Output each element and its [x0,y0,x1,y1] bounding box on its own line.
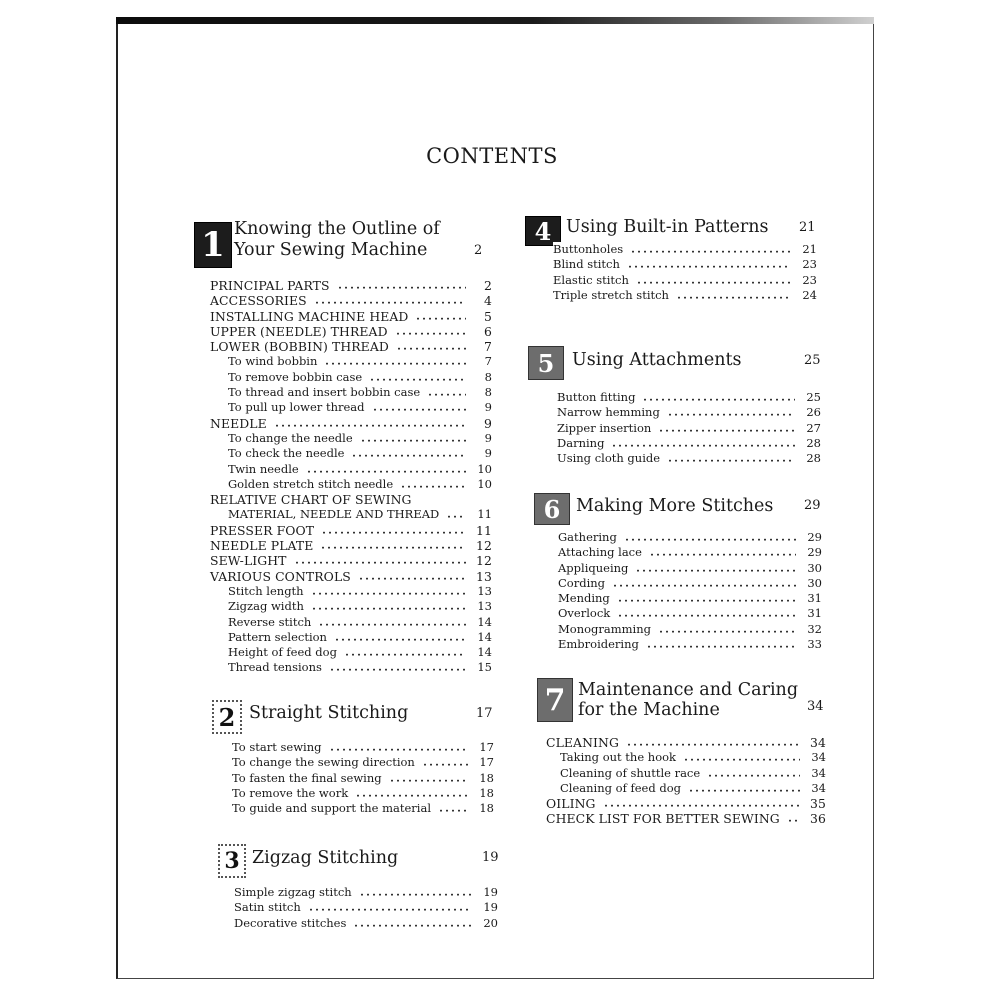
toc-entry-page: 36 [810,811,826,827]
toc-entry-label: CHECK LIST FOR BETTER SEWING [546,811,783,826]
chapter-title-line: Zigzag Stitching [252,848,399,868]
toc-entry-page: 12 [476,538,492,554]
toc-entry-page: 9 [484,415,492,431]
toc-entry [234,885,498,900]
toc-entry-label: To wind bobbin [228,354,320,369]
toc-entry-label: Cleaning of shuttle race [560,766,703,781]
toc-entry-label: RELATIVE CHART OF SEWING [210,492,415,507]
dot-leader [355,786,468,801]
toc-entry-page: 10 [477,476,492,491]
chapter-title-line: Straight Stitching [249,703,409,723]
toc-entry-label: Narrow hemming [557,405,663,420]
toc-entry [210,339,492,354]
toc-entry [546,735,826,750]
dot-leader [395,324,466,339]
toc-entry [210,293,492,308]
toc-entry-page: 21 [802,242,817,256]
toc-entry [558,606,822,621]
dot-leader [351,446,466,461]
dot-leader [646,637,796,652]
dot-leader [624,530,796,545]
toc-entry-label: ACCESSORIES [210,293,310,308]
toc-entry [210,416,492,431]
toc-entry-page: 24 [802,287,817,302]
toc-entry [210,278,492,293]
chapter-title-line: Using Attachments [572,350,742,370]
dot-leader [369,370,466,385]
toc-entry-page: 13 [477,599,492,614]
toc-entry [210,324,492,339]
toc-entry [210,431,492,446]
toc-entry-label: Twin needle [228,462,302,477]
toc-entry [210,462,492,477]
toc-entry-page: 9 [484,446,492,461]
dot-leader [329,660,466,675]
toc-entry-label: NEEDLE PLATE [210,538,316,553]
dot-leader [308,900,472,915]
toc-entry-page: 11 [476,522,492,538]
toc-entry-label: Thread tensions [228,660,325,675]
toc-entry-page: 29 [807,530,822,544]
chapter-page-number: 2 [474,243,483,258]
dot-leader [636,273,791,288]
toc-entry [557,390,821,405]
toc-entry-label: Gathering [558,530,620,545]
chapter-page-number: 17 [476,706,493,721]
dot-leader [372,400,466,415]
chapter-title-line: Knowing the Outline of [234,219,440,239]
chapter-title-line: for the Machine [578,700,720,720]
toc-entry-page: 30 [807,575,822,590]
toc-entry-label: To guide and support the material [232,801,434,816]
toc-entry [210,400,492,415]
chapter-title-line: Your Sewing Machine [234,240,428,260]
toc-entry-label: Attaching lace [558,545,645,560]
toc-entry-page: 30 [807,560,822,575]
toc-entry-page: 14 [477,629,492,644]
chapter-number-badge: 3 [218,844,246,878]
toc-entry-label: OILING [546,796,599,811]
toc-entry [232,801,494,816]
toc-entry-page: 34 [811,780,826,795]
toc-entry-page: 32 [807,621,822,636]
toc-entry-label: Overlock [558,606,613,621]
chapter-number-badge: 7 [537,678,573,722]
toc-entry-page: 27 [806,420,821,435]
toc-entry [210,599,492,614]
chapter-3-entries [234,885,498,931]
chapter-title-line: Maintenance and Caring [578,680,799,700]
dot-leader [415,309,466,324]
toc-entry [546,811,826,826]
toc-entry [210,630,492,645]
dot-leader [311,599,466,614]
toc-entry-label: To check the needle [228,446,347,461]
dot-leader [658,421,795,436]
dot-leader [667,451,795,466]
toc-entry [553,273,817,288]
toc-entry-page: 18 [479,770,494,785]
toc-entry-label: Decorative stitches [234,916,349,931]
toc-entry [558,591,822,606]
toc-entry-page: 34 [811,765,826,780]
chapter-6-entries [558,530,822,652]
dot-leader [658,622,796,637]
toc-entry [210,385,492,400]
chapter-7-entries [546,735,826,827]
dot-leader [360,431,466,446]
toc-entry [553,242,817,257]
toc-entry-page: 19 [483,885,498,899]
toc-entry-page: 34 [811,750,826,765]
toc-entry-label: To pull up lower thread [228,400,368,415]
toc-entry-page: 5 [484,308,492,324]
toc-entry-label: SEW-LIGHT [210,553,290,568]
toc-entry-label: Buttonholes [553,242,626,257]
chapter-5-entries [557,390,821,466]
toc-entry-label: Mending [558,591,613,606]
toc-entry-page: 33 [807,637,822,652]
dot-leader [353,916,472,931]
dot-leader [635,561,796,576]
toc-entry-page: 8 [484,369,492,384]
toc-entry [210,309,492,324]
chapter-number-badge: 5 [528,346,564,380]
toc-entry-page: 29 [807,545,822,560]
dot-leader [311,584,466,599]
chapter-page-number: 29 [804,498,821,513]
dot-leader [294,553,466,568]
toc-entry-label: Cording [558,576,608,591]
toc-entry [546,750,826,765]
dot-leader [626,735,800,750]
toc-entry-label: Monogramming [558,622,654,637]
toc-entry-label: Taking out the hook [560,750,679,765]
page-title: CONTENTS [426,144,558,168]
toc-entry-page: 9 [484,400,492,415]
dot-leader [676,288,791,303]
chapter-number-badge: 1 [194,222,232,268]
toc-entry [558,576,822,591]
toc-entry [210,370,492,385]
dot-leader [329,740,468,755]
toc-entry-label: To change the sewing direction [232,755,418,770]
dot-leader [617,606,796,621]
dot-leader [344,645,466,660]
toc-entry-label: To remove bobbin case [228,370,365,385]
toc-entry-page: 34 [810,735,826,750]
chapter-1-entries [210,278,492,676]
toc-entry-page: 23 [802,272,817,287]
toc-entry [210,446,492,461]
dot-leader [446,507,466,522]
dot-leader [324,354,466,369]
toc-entry-label: NEEDLE [210,416,270,431]
toc-entry [210,538,492,553]
dot-leader [427,385,466,400]
chapter-number-badge: 6 [534,493,570,525]
toc-entry [553,257,817,272]
dot-leader [358,569,466,584]
toc-entry [234,900,498,915]
toc-entry-label: Appliqueing [558,561,631,576]
toc-entry [232,740,494,755]
toc-entry [557,405,821,420]
dot-leader [688,781,800,796]
dot-leader [389,771,468,786]
toc-entry [210,645,492,660]
toc-entry-page: 9 [484,430,492,445]
toc-entry-page: 10 [477,461,492,476]
toc-entry-label: PRESSER FOOT [210,523,317,538]
toc-entry-page: 17 [479,755,494,770]
toc-entry-page: 6 [484,323,492,339]
toc-entry-page: 23 [802,257,817,272]
toc-entry-page: 19 [483,900,498,915]
toc-entry-label: Cleaning of feed dog [560,781,684,796]
toc-entry [557,436,821,451]
chapter-page-number: 34 [807,699,824,714]
toc-entry-page: 11 [477,507,492,522]
toc-entry [558,545,822,560]
toc-entry-label: Darning [557,436,607,451]
toc-entry-page: 12 [476,553,492,569]
toc-entry-label: To fasten the final sewing [232,771,385,786]
toc-entry-label: To remove the work [232,786,351,801]
dot-leader [320,538,466,553]
toc-entry [210,615,492,630]
toc-entry [558,530,822,545]
toc-entry-label: To change the needle [228,431,356,446]
dot-leader [627,257,791,272]
toc-entry-page: 18 [479,785,494,800]
dot-leader [707,766,800,781]
dot-leader [683,750,800,765]
toc-entry-label: To start sewing [232,740,325,755]
toc-entry-page: 25 [806,390,821,404]
toc-entry [557,421,821,436]
dot-leader [318,615,466,630]
toc-entry [234,916,498,931]
toc-entry-page: 14 [477,645,492,660]
toc-entry-page: 15 [477,660,492,675]
chapter-number-badge: 4 [525,216,561,246]
dot-leader [642,390,795,405]
toc-entry-page: 31 [807,606,822,621]
dot-leader [400,477,466,492]
dot-leader [321,523,466,538]
toc-entry-label: Height of feed dog [228,645,340,660]
toc-entry-page: 35 [810,796,826,812]
dot-leader [422,755,468,770]
toc-entry [210,553,492,568]
toc-entry-label: Pattern selection [228,630,330,645]
toc-entry-label: MATERIAL, NEEDLE AND THREAD [228,507,442,522]
toc-entry-page: 13 [476,568,492,584]
toc-entry-label: Reverse stitch [228,615,314,630]
dot-leader [438,801,468,816]
toc-entry-page: 28 [806,435,821,450]
dot-leader [274,416,466,431]
dot-leader [649,545,796,560]
toc-entry-page: 4 [484,293,492,309]
toc-entry-page: 28 [806,451,821,466]
toc-entry-label: LOWER (BOBBIN) THREAD [210,339,392,354]
toc-entry-page: 8 [484,385,492,400]
toc-entry [210,584,492,599]
toc-entry [557,451,821,466]
toc-entry-label: To thread and insert bobbin case [228,385,423,400]
toc-entry-label: Stitch length [228,584,307,599]
toc-entry [232,771,494,786]
toc-entry [210,477,492,492]
toc-entry-label: Triple stretch stitch [553,288,672,303]
chapter-title-line: Making More Stitches [576,496,774,516]
toc-entry-label: Simple zigzag stitch [234,885,355,900]
toc-entry [546,781,826,796]
toc-entry-label: VARIOUS CONTROLS [210,569,354,584]
dot-leader [334,630,466,645]
dot-leader [611,436,795,451]
toc-entry-page: 17 [479,740,494,754]
toc-entry-page: 13 [477,583,492,598]
toc-entry-label: Elastic stitch [553,273,632,288]
toc-entry [558,561,822,576]
chapter-number-badge: 2 [212,700,242,734]
toc-entry-page: 20 [483,915,498,930]
toc-entry-label: UPPER (NEEDLE) THREAD [210,324,391,339]
dot-leader [359,885,472,900]
toc-entry-label: PRINCIPAL PARTS [210,278,333,293]
toc-entry [546,766,826,781]
chapter-4-entries [553,242,817,303]
toc-entry-label: Satin stitch [234,900,304,915]
chapter-page-number: 19 [482,850,499,865]
toc-entry-label: Golden stretch stitch needle [228,477,396,492]
toc-entry-label: Zipper insertion [557,421,654,436]
toc-entry-page: 31 [807,591,822,606]
toc-entry [232,755,494,770]
dot-leader [306,462,466,477]
toc-entry-page: 2 [484,278,492,293]
toc-entry [232,786,494,801]
dot-leader [603,796,800,811]
dot-leader [337,278,466,293]
dot-leader [314,293,466,308]
toc-entry [210,507,492,522]
toc-entry-page: 7 [484,354,492,369]
dot-leader [787,811,800,826]
chapter-title-line: Using Built-in Patterns [566,217,769,237]
chapter-2-entries [232,740,494,816]
toc-entry [553,288,817,303]
dot-leader [630,242,791,257]
toc-entry [210,523,492,538]
toc-entry-label: Button fitting [557,390,638,405]
toc-entry [558,622,822,637]
toc-entry-label: Using cloth guide [557,451,663,466]
toc-entry [210,354,492,369]
toc-entry-label: Blind stitch [553,257,623,272]
chapter-page-number: 25 [804,353,821,368]
toc-entry-label: INSTALLING MACHINE HEAD [210,309,411,324]
toc-entry [546,796,826,811]
toc-entry-label: Embroidering [558,637,642,652]
toc-entry [558,637,822,652]
dot-leader [612,576,796,591]
toc-entry-label: Zigzag width [228,599,307,614]
toc-entry [210,569,492,584]
toc-entry-page: 7 [484,339,492,355]
dot-leader [396,339,466,354]
toc-entry-page: 26 [806,405,821,420]
chapter-page-number: 21 [799,220,816,235]
toc-entry-page: 18 [479,801,494,816]
toc-entry-page: 14 [477,614,492,629]
toc-entry [210,660,492,675]
toc-entry [210,492,492,507]
dot-leader [667,405,795,420]
dot-leader [617,591,796,606]
scan-edge-shadow [116,17,874,24]
toc-entry-label: CLEANING [546,735,622,750]
